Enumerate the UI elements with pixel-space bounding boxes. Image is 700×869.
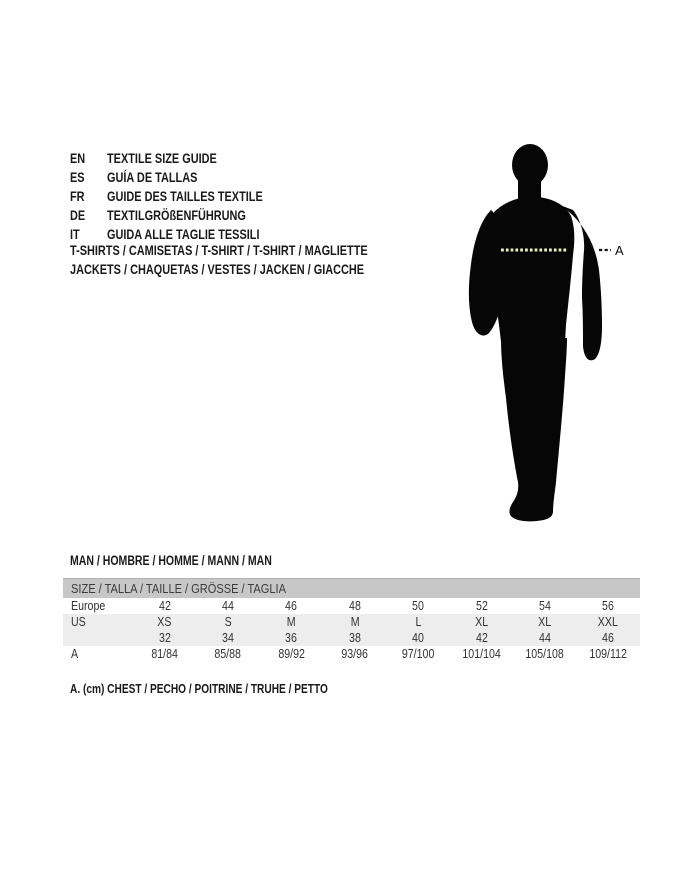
size-value: 52 bbox=[475, 599, 488, 613]
size-value: XS bbox=[157, 615, 172, 629]
size-value: 105/108 bbox=[525, 647, 565, 661]
size-cell bbox=[387, 631, 450, 645]
size-cell bbox=[450, 615, 513, 629]
language-row bbox=[70, 186, 307, 205]
language-code: ES bbox=[70, 168, 85, 185]
language-title: TEXTILGRÖßENFÜHRUNG bbox=[107, 206, 246, 223]
section-title-text: MAN / HOMBRE / HOMME / MANN / MAN bbox=[70, 553, 272, 568]
size-cell bbox=[577, 599, 640, 613]
size-value: 38 bbox=[348, 631, 361, 645]
size-value: 81/84 bbox=[151, 647, 178, 661]
size-cell bbox=[133, 599, 196, 613]
size-cell bbox=[387, 615, 450, 629]
size-value: S bbox=[224, 615, 232, 629]
measure-label-a: A bbox=[615, 243, 624, 258]
table-row-us bbox=[63, 614, 640, 630]
size-value: 46 bbox=[602, 631, 615, 645]
row-label-text: US bbox=[71, 615, 86, 629]
table-row-europe bbox=[63, 598, 640, 614]
size-cell bbox=[513, 615, 576, 629]
size-cell bbox=[577, 615, 640, 629]
size-value: XL bbox=[538, 615, 552, 629]
size-value: 54 bbox=[539, 599, 551, 613]
table-header-bar bbox=[63, 578, 640, 598]
category-line-tshirts-text: T-SHIRTS / CAMISETAS / T-SHIRT / T-SHIRT / MAGLIETTE bbox=[70, 242, 368, 258]
size-cell bbox=[513, 599, 576, 613]
size-value: 50 bbox=[412, 599, 425, 613]
size-value: XL bbox=[475, 615, 489, 629]
table-header-text: SIZE / TALLA / TAILLE / GRÖSSE / TAGLIA bbox=[71, 581, 286, 596]
size-value: 32 bbox=[158, 631, 171, 645]
size-cell bbox=[196, 647, 259, 661]
size-value: 89/92 bbox=[278, 647, 305, 661]
language-row bbox=[70, 148, 307, 167]
size-cell bbox=[133, 631, 196, 645]
size-value: 101/104 bbox=[462, 647, 501, 661]
language-code: EN bbox=[70, 149, 86, 166]
man-silhouette-figure bbox=[465, 140, 635, 525]
row-label bbox=[63, 599, 133, 613]
size-value: 42 bbox=[158, 599, 171, 613]
table-row-us-numeric bbox=[63, 630, 640, 646]
size-cell bbox=[323, 631, 386, 645]
silhouette-left-arm bbox=[469, 210, 500, 336]
size-cell bbox=[260, 631, 323, 645]
size-cell bbox=[323, 615, 386, 629]
silhouette-legs bbox=[501, 338, 567, 521]
category-line-jackets-text: JACKETS / CHAQUETAS / VESTES / JACKEN / GIACCHE bbox=[70, 260, 365, 277]
language-title: GUÍA DE TALLAS bbox=[107, 168, 198, 185]
size-cell bbox=[450, 647, 513, 661]
size-cell bbox=[196, 599, 259, 613]
size-value: M bbox=[287, 615, 296, 629]
row-label bbox=[63, 647, 133, 661]
language-list bbox=[70, 148, 307, 243]
size-value: M bbox=[350, 615, 360, 629]
size-cell bbox=[260, 599, 323, 613]
language-title: GUIDE DES TAILLES TEXTILE bbox=[107, 187, 263, 204]
size-value: 42 bbox=[475, 631, 488, 645]
language-code: IT bbox=[70, 225, 80, 242]
language-title: GUIDA ALLE TAGLIE TESSILI bbox=[107, 225, 260, 242]
table-row-chest bbox=[63, 646, 640, 662]
category-line-jackets bbox=[70, 260, 452, 279]
language-title: TEXTILE SIZE GUIDE bbox=[107, 149, 217, 166]
category-line-tshirts bbox=[70, 241, 452, 260]
language-code: DE bbox=[70, 206, 86, 223]
row-label bbox=[63, 631, 133, 645]
section-title bbox=[70, 553, 329, 569]
size-cell bbox=[133, 615, 196, 629]
language-code: FR bbox=[70, 187, 85, 204]
size-value: 44 bbox=[222, 599, 234, 613]
size-cell bbox=[196, 615, 259, 629]
size-value: XXL bbox=[598, 615, 619, 629]
size-value: 109/112 bbox=[589, 647, 628, 661]
size-cell bbox=[133, 647, 196, 661]
size-cell bbox=[387, 599, 450, 613]
measurement-footnote-text: A. (cm) CHEST / PECHO / POITRINE / TRUHE / PETTO bbox=[70, 681, 328, 696]
size-cell bbox=[260, 615, 323, 629]
size-cell bbox=[450, 631, 513, 645]
size-value: L bbox=[415, 615, 422, 629]
size-value: 85/88 bbox=[214, 647, 242, 661]
size-table bbox=[63, 578, 640, 662]
size-cell bbox=[323, 599, 386, 613]
language-row bbox=[70, 167, 307, 186]
size-value: 56 bbox=[602, 599, 615, 613]
size-value: 34 bbox=[222, 631, 234, 645]
size-value: 44 bbox=[539, 631, 551, 645]
size-cell bbox=[323, 647, 386, 661]
size-cell bbox=[513, 647, 576, 661]
size-value: 46 bbox=[285, 599, 298, 613]
size-value: 93/96 bbox=[341, 647, 369, 661]
silhouette-torso bbox=[487, 197, 575, 342]
size-cell bbox=[577, 631, 640, 645]
row-label-text: A bbox=[71, 647, 79, 661]
size-cell bbox=[387, 647, 450, 661]
language-row bbox=[70, 205, 307, 224]
size-cell bbox=[196, 631, 259, 645]
row-label bbox=[63, 615, 133, 629]
size-value: 97/100 bbox=[401, 647, 435, 661]
row-label-text: Europe bbox=[71, 599, 106, 613]
measurement-footnote bbox=[70, 681, 401, 697]
size-cell bbox=[577, 647, 640, 661]
size-value: 40 bbox=[412, 631, 425, 645]
size-cell bbox=[513, 631, 576, 645]
size-cell bbox=[450, 599, 513, 613]
size-cell bbox=[260, 647, 323, 661]
size-value: 36 bbox=[285, 631, 298, 645]
man-silhouette bbox=[465, 140, 635, 525]
category-lines bbox=[70, 241, 452, 278]
size-value: 48 bbox=[348, 599, 361, 613]
